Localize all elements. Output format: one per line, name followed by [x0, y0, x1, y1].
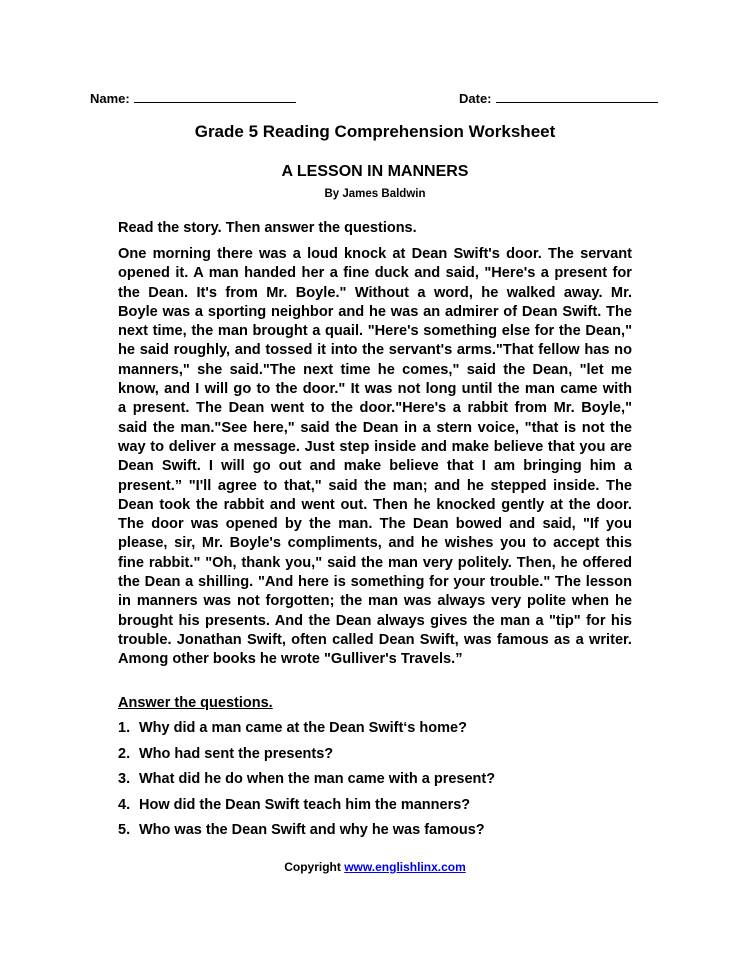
question-number: 3.: [118, 771, 131, 787]
date-blank-line[interactable]: [496, 90, 658, 103]
question-item: [118, 746, 495, 772]
story-line: way to deliver a message. Just step inside and make believe that you are: [118, 438, 632, 455]
question-number: 1.: [118, 720, 131, 736]
story-line: Boyle was a sporting neighbor and he was an admirer of Dean Swift. The: [118, 303, 632, 320]
worksheet-title: Grade 5 Reading Comprehension Worksheet: [194, 122, 556, 141]
story-line: know, and I will go to the door." It was not long until the man came with: [118, 381, 632, 398]
story-line: a present. The Dean went to the door."Here's a rabbit from Mr. Boyle,": [118, 400, 632, 417]
story-line: manners," she said."The next time he comes," said the Dean, "let me: [118, 361, 632, 378]
story-line: the Dean a shilling. "And here is something for your trouble." The lesson: [118, 574, 632, 591]
story-text: [118, 245, 632, 670]
story-line: One morning there was a loud knock at Dean Swift's door. The servant: [118, 246, 632, 262]
story-line: next time, the man brought a quail. "Here's something else for the Dean,": [118, 323, 632, 340]
story-line: please, sir, Mr. Boyle's compliments, and he wishes you to accept this: [118, 535, 632, 552]
story-line: trouble. Jonathan Swift, often called Dean Swift, was famous as a writer.: [118, 631, 632, 648]
question-item: [118, 771, 495, 797]
story-line: Among other books he wrote "Gulliver's Travels.”: [118, 651, 463, 668]
questions-list: [118, 720, 495, 848]
footer-copyright: [0, 860, 750, 874]
story-line: Dean took the rabbit and went out. Then he knocked gently at the door.: [118, 496, 632, 513]
question-text: How did the Dean Swift teach him the manners?: [139, 796, 471, 813]
story-line: The door was opened by the man. The Dean bowed and said, "If you: [118, 516, 632, 533]
story-line: fine rabbit." "Oh, thank you," said the man very politely. Then, he offered: [118, 554, 632, 571]
story-line: present.” "I'll agree to that," said the man; and he stepped inside. The: [118, 477, 632, 494]
story-line: he said roughly, and tossed it into the servant's arms."That fellow has no: [118, 342, 632, 359]
story-line: brought his presents. And the Dean always gives the man a "tip" for his: [118, 612, 632, 629]
copyright-label: Copyright: [284, 860, 341, 874]
instructions: Read the story. Then answer the questions.: [118, 220, 417, 236]
question-item: [118, 822, 495, 848]
story-line: said the man."See here," said the Dean in a stern voice, "that is not the: [118, 419, 632, 436]
question-text: Who was the Dean Swift and why he was famous?: [139, 822, 485, 838]
website-link[interactable]: www.englishlinx.com: [344, 860, 466, 874]
questions-heading: Answer the questions.: [118, 695, 273, 711]
question-number: 2.: [118, 745, 131, 762]
question-item: [118, 797, 495, 823]
date-label: Date:: [459, 91, 492, 106]
date-field[interactable]: [459, 90, 658, 106]
question-number: 4.: [118, 796, 131, 813]
question-text: Why did a man came at the Dean Swift‘s home?: [139, 720, 467, 736]
question-number: 5.: [118, 822, 131, 838]
story-line: opened it. A man handed her a fine duck and said, "Here's a present for: [118, 265, 632, 282]
story-author: By James Baldwin: [324, 188, 426, 200]
story-line: in manners was not forgotten; the man was always very polite when he: [118, 593, 632, 610]
name-blank-line[interactable]: [134, 90, 296, 103]
story-line: the Dean. It's from Mr. Boyle." Without a word, he walked away. Mr.: [118, 284, 632, 301]
question-item: [118, 720, 495, 746]
name-field[interactable]: [90, 90, 296, 106]
name-label: Name:: [90, 91, 130, 106]
story-title: A LESSON IN MANNERS: [281, 163, 469, 180]
story-line: Dean Swift. I will go out and make believe that I am bringing him a: [118, 458, 632, 475]
question-text: What did he do when the man came with a present?: [139, 771, 496, 787]
question-text: Who had sent the presents?: [139, 745, 334, 762]
